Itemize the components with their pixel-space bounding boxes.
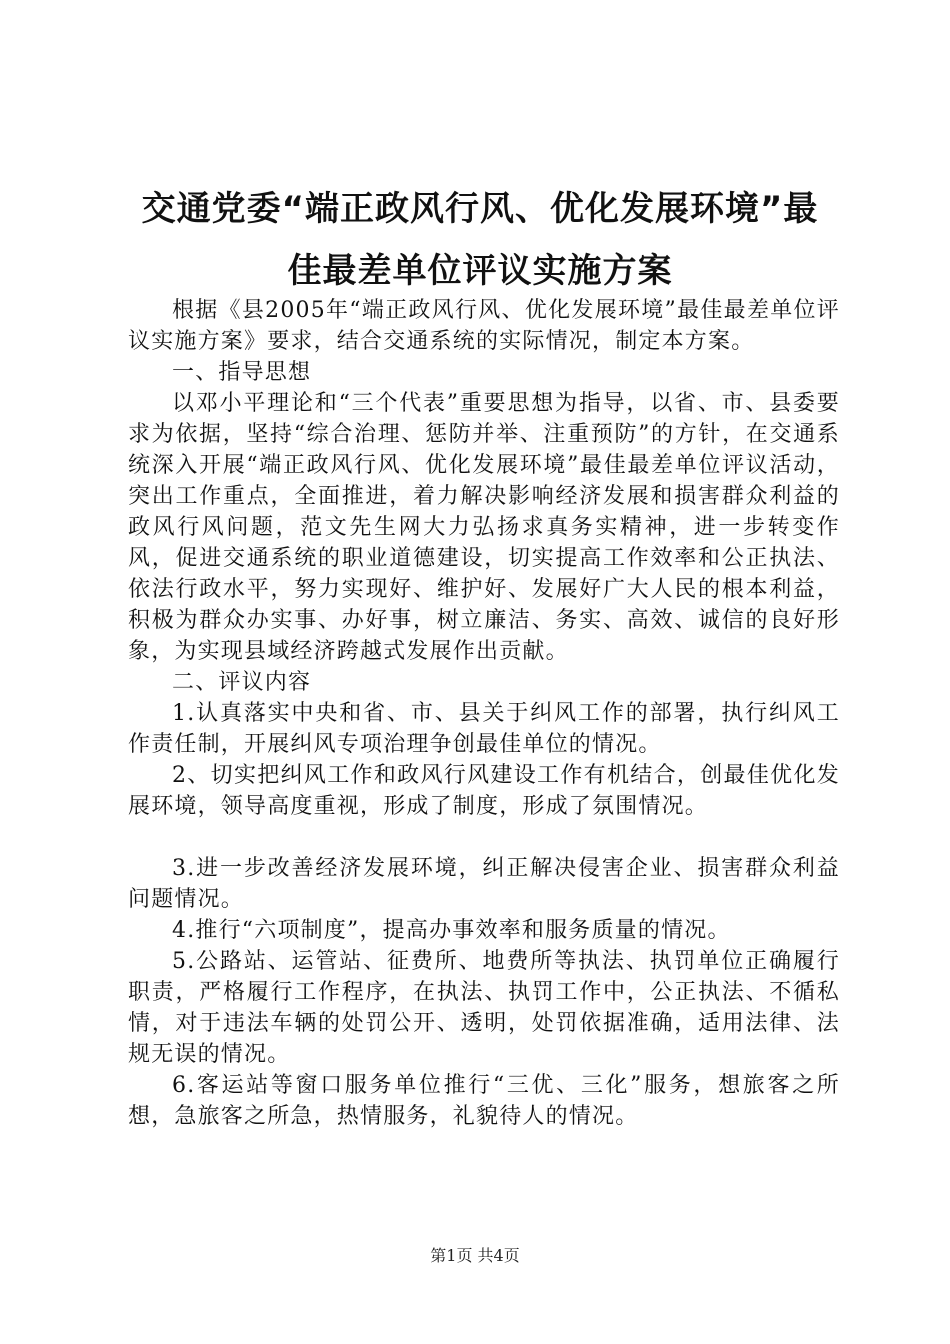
- document-title: [100, 178, 860, 302]
- title-line-2: 佳最差单位评议实施方案: [287, 251, 673, 291]
- guiding-thought-paragraph: 以邓小平理论和“三个代表”重要思想为指导，以省、市、县委要求为依据，坚持“综合治理、惩防并举、注重预防”的方针，在交通系统深入开展“端正政风行风、优化发展环境”最佳最差单位评议活动，突出工作重点，全面推进，着力解决影响经济发展和损害群众利益的政风行风问题，范文先生网大力弘扬求真务实精神，进一步转变作风，促进交通系统的职业道德建设，切实提高工作效率和公正执法、依法行政水平，努力实现好、维护好、发展好广大人民的根本利益，积极为群众办实事、办好事，树立廉洁、务实、高效、诚信的良好形象，为实现县域经济跨越式发展作出贡献。: [128, 391, 840, 664]
- evaluation-item-6: 6.客运站等窗口服务单位推行“三优、三化”服务，想旅客之所想，急旅客之所急，热情服务，礼貌待人的情况。: [128, 1073, 840, 1129]
- section-heading-guiding-thought: 一、指导思想: [172, 360, 312, 385]
- evaluation-item-3: 3.进一步改善经济发展环境，纠正解决侵害企业、损害群众利益问题情况。: [128, 856, 840, 912]
- title-line-1: 交通党委“端正政风行风、优化发展环境”最: [141, 189, 819, 229]
- evaluation-item-5: 5.公路站、运管站、征费所、地费所等执法、执罚单位正确履行职责，严格履行工作程序，在执法、执罚工作中，公正执法、不循私情，对于违法车辆的处罚公开、透明，处罚依据准确，适用法律、法规无误的情况。: [128, 949, 840, 1067]
- evaluation-item-4: 4.推行“六项制度”，提高办事效率和服务质量的情况。: [172, 918, 731, 943]
- section-heading-evaluation-content: 二、评议内容: [172, 670, 312, 695]
- intro-paragraph: 根据《县2005年“端正政风行风、优化发展环境”最佳最差单位评议实施方案》要求，结合交通系统的实际情况，制定本方案。: [128, 298, 840, 354]
- document-body: [128, 295, 840, 1132]
- evaluation-item-2: 2、切实把纠风工作和政风行风建设工作有机结合，创最佳优化发展环境，领导高度重视，形成了制度，形成了氛围情况。: [128, 763, 840, 819]
- page-footer: 第1页 共4页: [430, 1246, 520, 1265]
- evaluation-item-1: 1.认真落实中央和省、市、县关于纠风工作的部署，执行纠风工作责任制，开展纠风专项治理争创最佳单位的情况。: [128, 701, 840, 757]
